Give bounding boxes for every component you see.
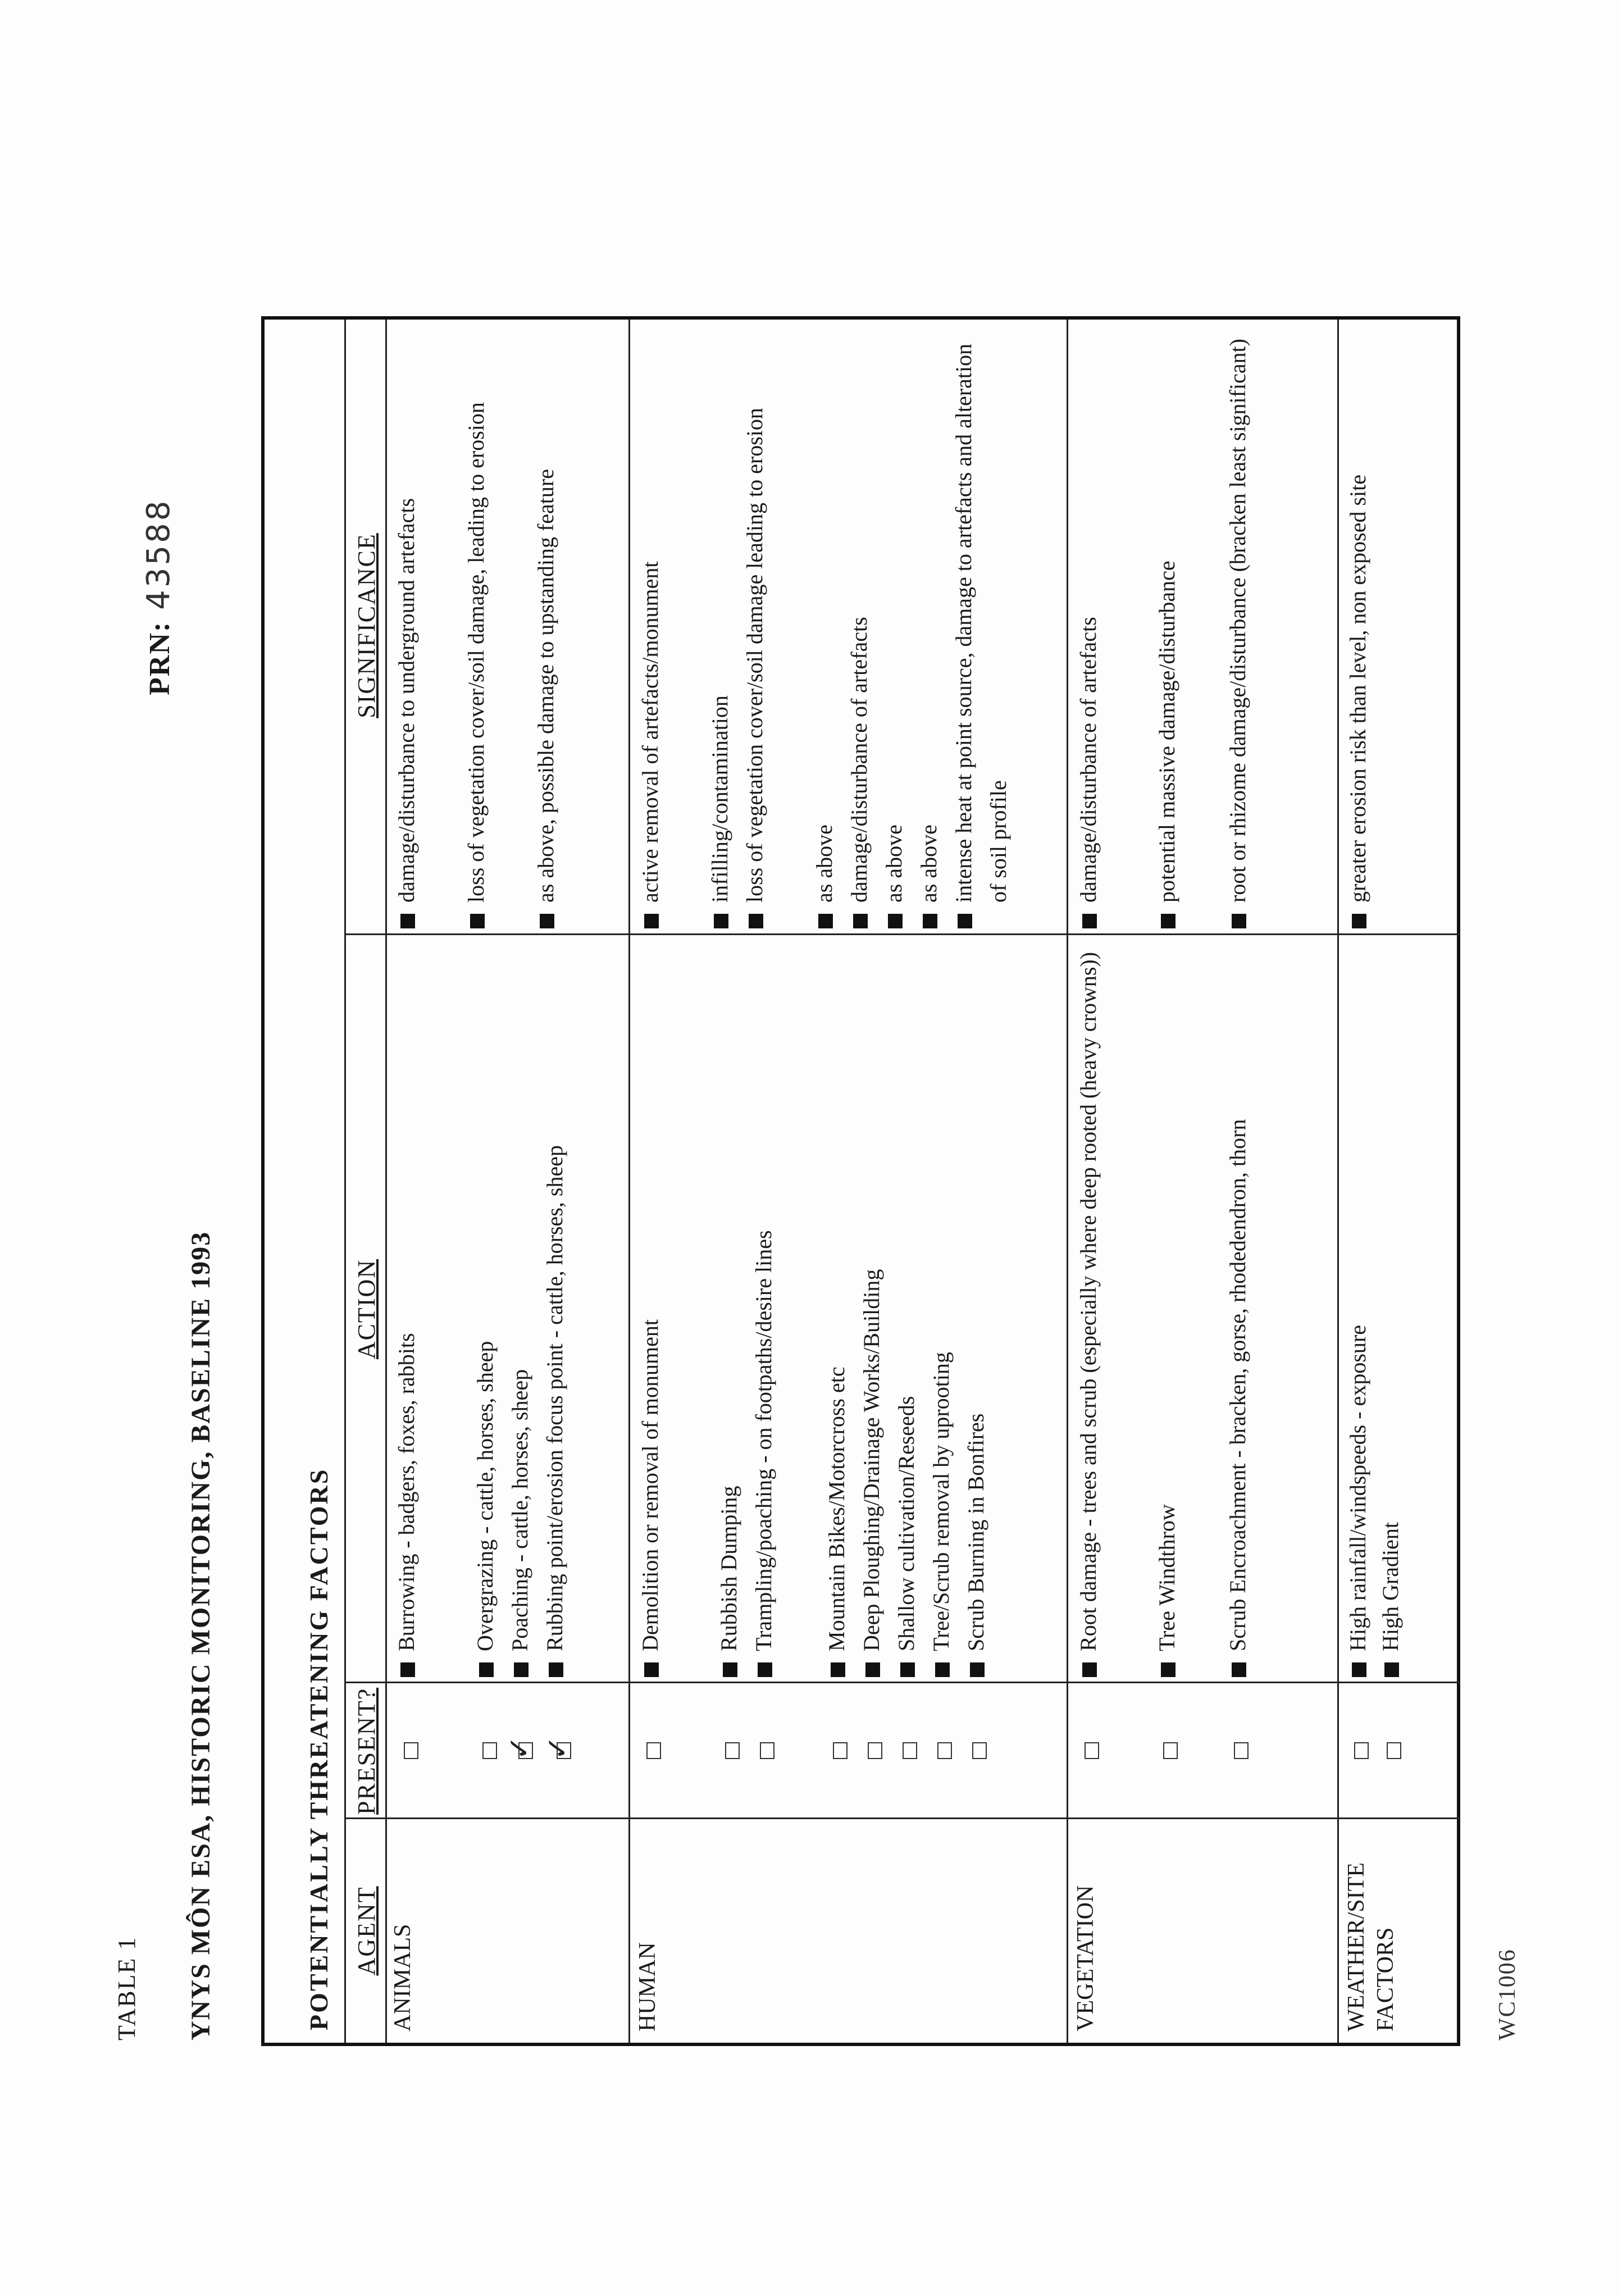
present-checkbox[interactable] [646, 1742, 661, 1759]
action-item: Tree Windthrow [1150, 939, 1184, 1680]
bullet-icon [758, 1662, 772, 1677]
bullet-icon [723, 1662, 737, 1677]
present-checkbox[interactable] [404, 1742, 418, 1759]
bullet-icon [1232, 914, 1246, 928]
bullet-icon [479, 1662, 494, 1677]
column-header-present: PRESENT? [353, 1687, 380, 1815]
present-checkbox[interactable] [725, 1742, 740, 1759]
significance-item: potential massive damage/disturbance [1150, 320, 1184, 932]
significance-item: infilling/contamination [703, 320, 737, 932]
bullet-icon [400, 914, 415, 928]
header-top-rule [344, 320, 346, 2043]
significance-item: greater erosion risk than level, non exposed site [1341, 320, 1375, 932]
present-checkbox[interactable] [868, 1742, 882, 1759]
document-title: YNYS MÔN ESA, HISTORIC MONITORING, BASELINE 1993 [186, 1231, 216, 2040]
significance-item: damage/disturbance of artefacts [842, 320, 877, 932]
bullet-icon [1384, 1662, 1399, 1677]
col-rule-action [344, 933, 1460, 935]
bullet-icon [714, 914, 728, 928]
action-item: Rubbing point/erosion focus point - cattle, horses, sheep [537, 939, 572, 1680]
action-item: High rainfall/windspeeds - exposure [1341, 939, 1375, 1680]
significance-item: loss of vegetation cover/soil damage, leading to erosion [459, 320, 494, 932]
threat-factors-table [261, 316, 1460, 2046]
bullet-icon [749, 914, 763, 928]
action-item: Burrowing - badgers, foxes, rabbits [389, 939, 424, 1680]
bullet-icon [540, 914, 554, 928]
significance-item: damage/disturbance of artefacts [1071, 320, 1106, 932]
bullet-icon [831, 1662, 845, 1677]
header-bottom-rule [385, 320, 387, 2043]
significance-item: as above [877, 320, 912, 932]
agent-vegetation: VEGETATION [1073, 1885, 1099, 2031]
row-rule-vegetation-weather [1337, 320, 1339, 2043]
column-header-agent: AGENT [353, 1886, 380, 1976]
table-label: TABLE 1 [113, 1936, 140, 2040]
present-checkbox[interactable] [482, 1742, 497, 1759]
action-item: High Gradient [1373, 939, 1408, 1680]
bullet-icon [514, 1662, 528, 1677]
significance-item: loss of vegetation cover/soil damage leading to erosion [737, 320, 772, 932]
bullet-icon [644, 914, 659, 928]
footer-code: WC1006 [1495, 1948, 1520, 2040]
significance-item: as above, possible damage to upstanding feature [528, 320, 563, 932]
row-rule-animals-human [628, 320, 630, 2043]
prn-label: PRN: [144, 621, 176, 695]
agent-weather-site-factors: WEATHER/SITE FACTORS [1343, 1862, 1398, 2031]
action-item: Scrub Burning in Bonfires [959, 939, 994, 1680]
present-checkbox-ticked[interactable] [557, 1742, 571, 1759]
agent-animals: ANIMALS [390, 1924, 416, 2031]
action-item: Root damage - trees and scrub (especially where deep rooted (heavy crowns)) [1071, 939, 1106, 1680]
bullet-icon [1082, 1662, 1097, 1677]
bullet-icon [470, 914, 485, 928]
action-item: Scrub Encroachment - bracken, gorse, rhodedendron, thorn [1220, 939, 1255, 1680]
bullet-icon [888, 914, 903, 928]
action-item: Poaching - cattle, horses, sheep [503, 939, 537, 1680]
bullet-icon [900, 1662, 915, 1677]
col-rule-agent [344, 1817, 1460, 1819]
bullet-icon [1082, 914, 1097, 928]
present-checkbox[interactable] [1387, 1742, 1401, 1759]
bullet-icon [923, 914, 937, 928]
bullet-icon [865, 1662, 880, 1677]
row-rule-human-vegetation [1067, 320, 1068, 2043]
column-header-action: ACTION [353, 1259, 380, 1360]
agent-human: HUMAN [635, 1942, 660, 2031]
prn-number-handwritten: 43588 [140, 498, 177, 610]
action-item: Deep Ploughing/Drainage Works/Building [854, 939, 889, 1680]
bullet-icon [644, 1662, 659, 1677]
col-rule-present [344, 1682, 1460, 1683]
action-item: Mountain Bikes/Motorcross etc [819, 939, 854, 1680]
present-checkbox[interactable] [937, 1742, 952, 1759]
present-checkbox[interactable] [833, 1742, 848, 1759]
present-checkbox[interactable] [903, 1742, 917, 1759]
present-checkbox[interactable] [1354, 1742, 1369, 1759]
significance-item: active removal of artefacts/monument [633, 320, 668, 932]
bullet-icon [935, 1662, 950, 1677]
bullet-icon [1352, 1662, 1366, 1677]
significance-item: as above [912, 320, 946, 932]
bullet-icon [970, 1662, 985, 1677]
action-item: Demolition or removal of monument [633, 939, 668, 1680]
action-item: Shallow cultivation/Reseeds [889, 939, 924, 1680]
column-header-significance: SIGNIFICANCE [353, 533, 380, 718]
significance-item: intense heat at point source, damage to artefacts and alteration of soil profile [946, 320, 1016, 932]
action-item: Rubbish Dumping [712, 939, 746, 1680]
present-checkbox[interactable] [760, 1742, 774, 1759]
bullet-icon [549, 1662, 563, 1677]
action-item: Overgrazing - cattle, horses, sheep [468, 939, 503, 1680]
present-checkbox[interactable] [1234, 1742, 1249, 1759]
bullet-icon [400, 1662, 415, 1677]
bullet-icon [1352, 914, 1366, 928]
present-checkbox[interactable] [972, 1742, 987, 1759]
table-caption: POTENTIALLY THREATENING FACTORS [304, 1468, 333, 2030]
present-checkbox-ticked[interactable] [518, 1742, 533, 1759]
significance-item: as above [807, 320, 842, 932]
present-checkbox[interactable] [1085, 1742, 1099, 1759]
prn-reference [140, 499, 177, 695]
bullet-icon [818, 914, 833, 928]
bullet-icon [1161, 914, 1176, 928]
bullet-icon [958, 914, 972, 928]
action-item: Tree/Scrub removal by uprooting [924, 939, 959, 1680]
bullet-icon [1161, 1662, 1176, 1677]
action-item: Trampling/poaching - on footpaths/desire lines [746, 939, 781, 1680]
present-checkbox[interactable] [1163, 1742, 1178, 1759]
bullet-icon [1232, 1662, 1246, 1677]
significance-item: root or rhizome damage/disturbance (bracken least significant) [1220, 320, 1255, 932]
significance-item: damage/disturbance to underground artefacts [389, 320, 424, 932]
bullet-icon [853, 914, 868, 928]
